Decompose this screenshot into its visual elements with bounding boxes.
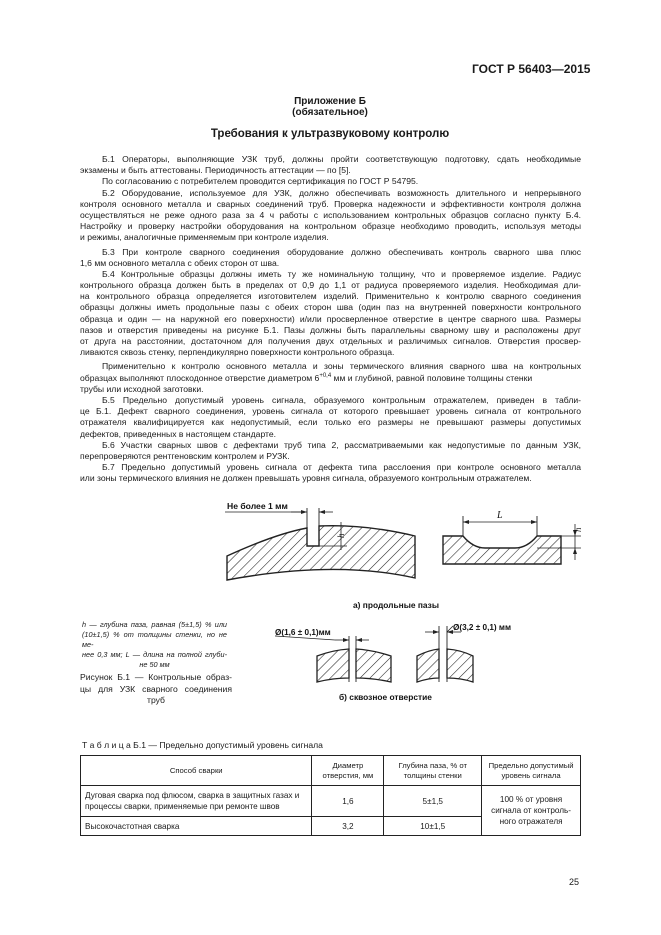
text-line: Б.3 При контроле сварного соединения оборудование должно обеспечивать контроль сварного шва плюс [102,246,581,257]
hole-tolerance: +0,4 [319,372,332,379]
header-depth: Глубина паза, % от толщины стенки [384,756,482,786]
annex-title: Приложение Б [294,96,366,107]
notch-specimen-left [225,501,415,580]
text-line: ливаются сквозь стенку, перпендикулярно поверхности контрольного образца. [80,347,395,358]
annex-status: (обязательное) [292,107,368,118]
label-diameter-small: Ø(1,6 ± 0,1)мм [275,628,331,637]
text-line: от друга на расстоянии, достаточном для получения двух отдельных и различимых сигналов. Отверстия просвер- [80,336,581,346]
text-line: це Б.1. Дефект сварного соединения, уровень сигнала от которого превышает уровень сигнала от контрольного [80,406,581,417]
signal-level-table [80,755,581,836]
text-line: Применительно к контролю основного металла и зоны термического влияния сварного шва на контрольных [102,361,581,372]
figure-b1 [215,496,595,718]
text-line: Б.2 Оборудование, используемое для УЗК, должно обеспечивать возможность длительного и непрерывного [102,187,581,198]
text-line: Б.1 Операторы, выполняющие УЗК труб, должны пройти соответствующую подготовку, сдать необходимые [102,154,581,164]
text-line: Б.5 Предельно допустимый уровень сигнала, образуемого контрольным отражателем, приведен в табли- [102,394,581,405]
legend-line: нее 0,3 мм; L — длина на полной глуби- [82,650,227,659]
figure-caption [80,672,232,707]
label-L: L [497,510,503,521]
cell-depth: 5±1,5 [384,786,482,817]
text-line: Б.4 Контрольные образцы должны иметь ту же номинальную толщину, что и проверяемое изделие. Радиус [102,268,581,279]
text-line: на контрольного образца определяется изготовителем изделий. Применительно к контролю сварного соединения [80,291,581,302]
text-line: По согласованию с потребителем проводится сертификация по ГОСТ Р 54795. [102,176,419,187]
cell-diameter: 3,2 [312,817,384,836]
text-line: контроля основного металла и сварных соединений труб. Проверка надежности и эффективности контроля должна [80,198,581,209]
legend-line: h — глубина паза, равная (5±1,5) % или [82,620,227,629]
document-code: ГОСТ Р 56403—2015 [472,62,591,76]
text-line: трубы или исходной заготовки. [80,383,204,394]
caption-line: труб [147,695,165,705]
text-line: отражателя квалифицируется как недопустимый, если только его размеры не превышают размеры допустимых [80,417,581,428]
text-line: 1,6 мм основного металла с обеих сторон от шва. [80,257,280,268]
cell-level: 100 % от уровня сигнала от контроль-ного отражателя [482,786,581,836]
hole-suffix: мм и глубиной, равной половине толщины стенки [331,372,533,383]
cell-method: Дуговая сварка под флюсом, сварка в защитных газах и процессы сварки, применяемые при ремонте швов [81,786,312,817]
label-width-limit: Не более 1 мм [227,501,288,511]
hole-specimen-right [417,623,511,682]
legend-line: (10±1,5) % от толщины стенки, но не ме- [82,630,227,649]
header-diameter: Диаметр отверстия, мм [312,756,384,786]
caption-line: цы для УЗК сварного соединения [80,683,232,694]
table-title: Т а б л и ц а Б.1 — Предельно допустимый уровень сигнала [82,740,323,750]
header-level: Предельно допустимый уровень сигнала [482,756,581,786]
text-line: Б.6 Участки сварных швов с дефектами труб типа 2, рассматриваемыми как недопустимые по данным УЗК, [102,439,581,450]
caption-through-hole: б) сквозное отверстие [339,692,432,702]
header-method: Способ сварки [81,756,312,786]
text-line: Б.7 Предельно допустимый уровень сигнала от дефекта типа расслоения при контроле основного металла [102,462,581,473]
notch-specimen-right [443,510,583,564]
hole-text: образцах выполняют плоскодонное отверстие диаметром 6 [80,372,320,383]
cell-depth: 10±1,5 [384,817,482,836]
body-text [80,154,581,484]
text-line: осуществляться не реже одного раза за 4 ч работы с использованием контрольных образцов согласно пункту Б.4. [80,209,581,220]
table-header-row [81,756,581,786]
caption-longitudinal-notches: а) продольные пазы [353,600,439,610]
text-line: и режимы, аналогичные применяемым при контроле изделия. [80,232,329,243]
label-h-left: h [336,533,346,538]
section-heading: Требования к ультразвуковому контролю [210,128,450,140]
caption-line: Рисунок Б.1 — Контрольные образ- [80,672,232,682]
cell-method: Высокочастотная сварка [81,817,312,836]
text-line: перепроверяются рентгеновским контролем и РУЗК. [80,450,290,461]
text-line: экзамены и быть аттестованы. Периодичность аттестации — по [5]. [80,165,351,176]
text-line: контрольного образца должен быть в пределах от 0,9 до 1,1 от радиуса проверяемого изделия. Необходимая дли- [80,280,581,291]
cell-diameter: 1,6 [312,786,384,817]
text-line: или зоны термического влияния не должен превышать уровня сигнала, образуемого контрольным отражателем. [80,473,532,484]
legend-line: не 50 мм [139,660,170,669]
text-line: Настройку и проверку настройки оборудования на контрольном образце необходимо проводить, используя методы [80,221,581,232]
label-diameter-large: Ø(3,2 ± 0,1) мм [453,623,512,632]
text-line: образца и один — на наружной его поверхности) и/или просверленное отверстие в центре сварного шва. Размеры [80,313,581,324]
text-line: дефектов, приведенных в настоящем стандарте. [80,428,277,439]
label-h-right: h [573,527,583,532]
figure-legend [82,620,227,670]
page-number: 25 [569,877,580,887]
hole-specimen-left [275,628,391,682]
text-line: пазов и отверстия приведены на рисунке Б.1. Пазы должны быть параллельны сварному шву и расположены друг [80,324,581,335]
table-row [81,786,581,817]
text-line-hole [80,373,581,384]
text-line: образцы должны иметь продольные пазы с обеих сторон шва (один паз на внутренней поверхности контрольного [80,302,581,313]
